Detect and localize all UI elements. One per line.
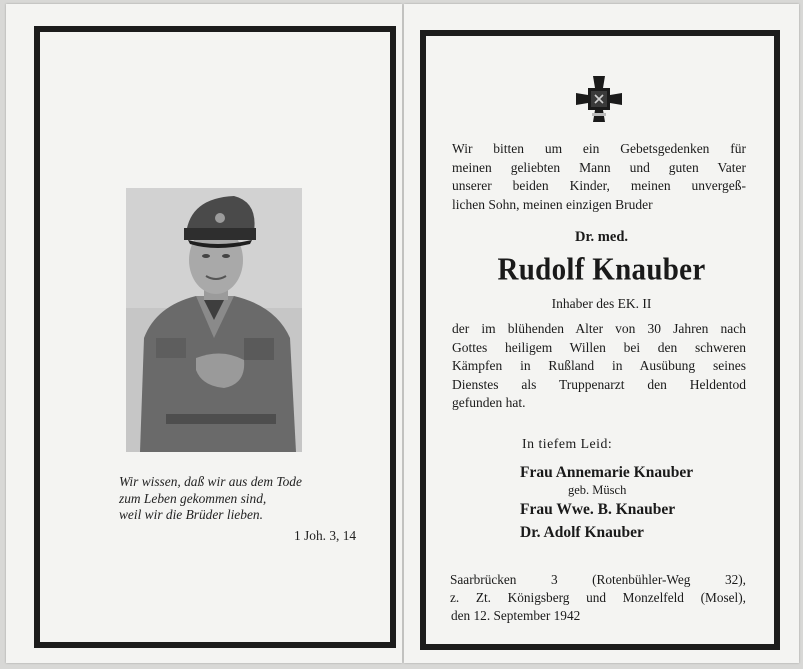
death-line: der im blühenden Alter von 30 Jahren nach (452, 321, 746, 336)
death-line: Kämpfen in Rußland in Ausübung seines (452, 358, 746, 374)
intro-paragraph (452, 140, 746, 214)
intro-line: lichen Sohn, meinen einzigen Bruder (452, 196, 653, 212)
maiden-name: geb. Müsch (568, 483, 627, 497)
place-line: Saarbrücken 3 (Rotenbühler-Weg 32), (450, 572, 746, 587)
intro-line: Wir bitten um ein Gebetsgedenken für (452, 141, 746, 156)
place-line: z. Zt. Königsberg und Monzelfeld (Mosel), (450, 590, 746, 605)
right-card-panel (404, 4, 799, 663)
death-line: Gottes heiligem Willen bei den schweren (452, 339, 746, 355)
academic-title: Dr. med. (574, 229, 629, 245)
date-line: den 12. September 1942 (451, 608, 581, 623)
left-card-panel (6, 4, 402, 663)
bible-verse (119, 474, 381, 524)
intro-line: meinen geliebten Mann und guten Vater (452, 159, 746, 175)
mourner-name: Dr. Adolf Knauber (520, 524, 644, 541)
soldier-portrait-image (126, 188, 302, 452)
mourner-name: Frau Annemarie Knauber (520, 464, 694, 481)
decoration-text: Inhaber des EK. II (551, 296, 652, 311)
verse-line: zum Leben gekommen sind, (119, 490, 267, 506)
mourner-name: Frau Wwe. B. Knauber (520, 501, 676, 518)
mourning-phrase: In tiefem Leid: (522, 436, 613, 451)
death-line: Dienstes als Truppenarzt den Heldentod (452, 376, 746, 392)
death-paragraph (452, 320, 746, 413)
deceased-name: Rudolf Knauber (497, 252, 706, 288)
iron-cross-icon (574, 74, 624, 124)
verse-line: Wir wissen, daß wir aus dem Tode (119, 474, 302, 489)
verse-reference: 1 Joh. 3, 14 (294, 528, 357, 543)
death-line: gefunden hat. (452, 395, 526, 411)
verse-line: weil wir die Brüder lieben. (119, 507, 263, 522)
intro-line: unserer beiden Kinder, meinen unvergeß- (452, 178, 746, 194)
portrait-photo (126, 188, 302, 452)
